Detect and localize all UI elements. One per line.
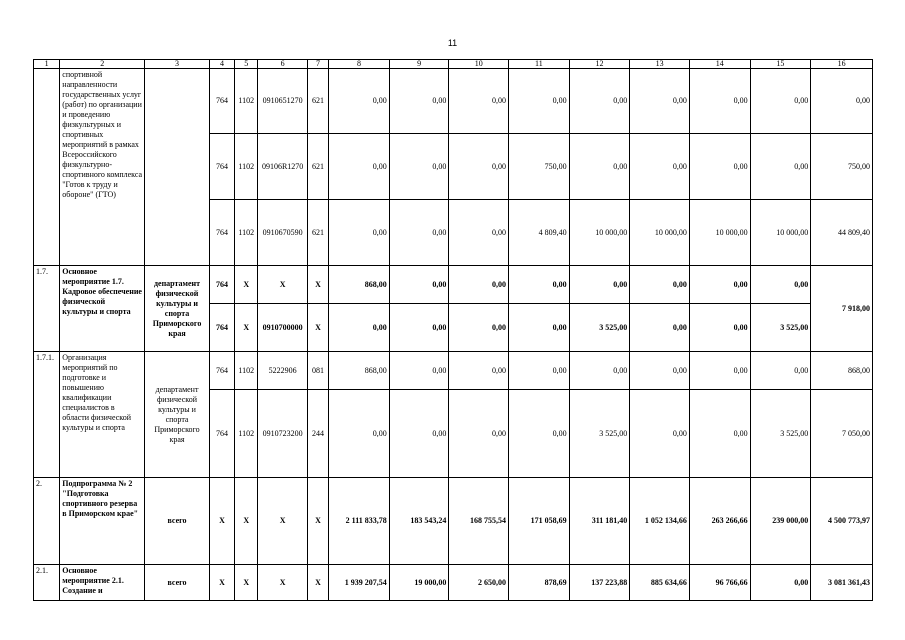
row-index: 2. bbox=[34, 478, 60, 565]
cell-value: 0,00 bbox=[449, 69, 509, 134]
cell-value: 239 000,00 bbox=[750, 478, 811, 565]
cell-value: 0,00 bbox=[569, 266, 630, 304]
cell-total: 7 918,00 bbox=[811, 266, 873, 352]
cell-value: 0,00 bbox=[389, 200, 449, 266]
cell-total: 44 809,40 bbox=[811, 200, 873, 266]
cell-rzpr: 1102 bbox=[235, 134, 258, 200]
col-header: 10 bbox=[449, 60, 509, 69]
col-header: 14 bbox=[689, 60, 750, 69]
executor bbox=[145, 69, 210, 266]
col-header: 2 bbox=[60, 60, 145, 69]
cell-value: 0,00 bbox=[389, 134, 449, 200]
cell-grbs: 764 bbox=[209, 304, 234, 352]
cell-grbs: X bbox=[209, 478, 234, 565]
cell-value: 1 939 207,54 bbox=[329, 565, 390, 601]
cell-value: 0,00 bbox=[509, 69, 570, 134]
cell-vr: X bbox=[307, 266, 328, 304]
col-header: 6 bbox=[258, 60, 308, 69]
cell-value: 0,00 bbox=[630, 266, 690, 304]
cell-value: 4 809,40 bbox=[509, 200, 570, 266]
cell-rzpr: 1102 bbox=[235, 69, 258, 134]
cell-value: 168 755,54 bbox=[449, 478, 509, 565]
cell-value: 96 766,66 bbox=[689, 565, 750, 601]
cell-value: 10 000,00 bbox=[689, 200, 750, 266]
page-number: 11 bbox=[447, 38, 458, 48]
executor: департамент физической культуры и спорта Приморского края bbox=[145, 266, 210, 352]
cell-vr: X bbox=[307, 478, 328, 565]
table-row bbox=[34, 266, 873, 304]
cell-value: 868,00 bbox=[329, 352, 390, 390]
cell-value: 0,00 bbox=[689, 266, 750, 304]
cell-grbs: 764 bbox=[209, 390, 234, 478]
row-index: 1.7.1. bbox=[34, 352, 60, 478]
cell-value: 0,00 bbox=[630, 304, 690, 352]
cell-value: 0,00 bbox=[449, 200, 509, 266]
cell-rzpr: 1102 bbox=[235, 390, 258, 478]
cell-csr: 5222906 bbox=[258, 352, 308, 390]
cell-value: 868,00 bbox=[329, 266, 390, 304]
cell-value: 0,00 bbox=[449, 304, 509, 352]
cell-rzpr: 1102 bbox=[235, 352, 258, 390]
cell-grbs: 764 bbox=[209, 69, 234, 134]
executor: всего bbox=[145, 565, 210, 601]
cell-value: 137 223,88 bbox=[569, 565, 630, 601]
cell-value: 0,00 bbox=[630, 390, 690, 478]
cell-value: 0,00 bbox=[689, 304, 750, 352]
cell-value: 0,00 bbox=[750, 134, 811, 200]
cell-value: 0,00 bbox=[630, 352, 690, 390]
col-header: 15 bbox=[750, 60, 811, 69]
cell-value: 0,00 bbox=[329, 390, 390, 478]
cell-value: 885 634,66 bbox=[630, 565, 690, 601]
cell-value: 0,00 bbox=[449, 352, 509, 390]
cell-value: 0,00 bbox=[389, 352, 449, 390]
cell-total: 868,00 bbox=[811, 352, 873, 390]
cell-value: 0,00 bbox=[329, 200, 390, 266]
cell-value: 0,00 bbox=[509, 304, 570, 352]
cell-total: 0,00 bbox=[811, 69, 873, 134]
cell-csr: 09106R1270 bbox=[258, 134, 308, 200]
cell-grbs: X bbox=[209, 565, 234, 601]
cell-value: 183 543,24 bbox=[389, 478, 449, 565]
cell-csr: 0910651270 bbox=[258, 69, 308, 134]
cell-vr: 621 bbox=[307, 134, 328, 200]
col-header: 12 bbox=[569, 60, 630, 69]
col-header: 3 bbox=[145, 60, 210, 69]
cell-value: 0,00 bbox=[569, 69, 630, 134]
cell-grbs: 764 bbox=[209, 352, 234, 390]
cell-rzpr: X bbox=[235, 565, 258, 601]
cell-value: 0,00 bbox=[689, 69, 750, 134]
row-index: 2.1. bbox=[34, 565, 60, 601]
cell-value: 10 000,00 bbox=[569, 200, 630, 266]
cell-csr: 0910670590 bbox=[258, 200, 308, 266]
cell-value: 171 058,69 bbox=[509, 478, 570, 565]
cell-value: 0,00 bbox=[750, 565, 811, 601]
col-header: 16 bbox=[811, 60, 873, 69]
cell-value: 0,00 bbox=[509, 266, 570, 304]
col-header: 4 bbox=[209, 60, 234, 69]
activity-name: Основное мероприятие 2.1. Создание и bbox=[60, 565, 145, 601]
activity-name: спортивной направленности государственных услуг (работ) по организации и проведению физкультурных и спортивных мероприятий в рамках Всероссийского физкультурно-спортивного комплекса "Готов к труду и обороне" (ГТО) bbox=[60, 69, 145, 266]
cell-rzpr: 1102 bbox=[235, 200, 258, 266]
cell-value: 2 650,00 bbox=[449, 565, 509, 601]
cell-value: 19 000,00 bbox=[389, 565, 449, 601]
executor: всего bbox=[145, 478, 210, 565]
cell-value: 3 525,00 bbox=[750, 390, 811, 478]
cell-total: 3 081 361,43 bbox=[811, 565, 873, 601]
cell-value: 0,00 bbox=[329, 69, 390, 134]
cell-csr: X bbox=[258, 266, 308, 304]
cell-rzpr: X bbox=[235, 304, 258, 352]
cell-value: 3 525,00 bbox=[569, 304, 630, 352]
cell-value: 0,00 bbox=[689, 134, 750, 200]
cell-value: 0,00 bbox=[750, 266, 811, 304]
cell-value: 0,00 bbox=[389, 266, 449, 304]
cell-grbs: 764 bbox=[209, 200, 234, 266]
table-row bbox=[34, 478, 873, 565]
cell-csr: X bbox=[258, 478, 308, 565]
cell-value: 10 000,00 bbox=[750, 200, 811, 266]
row-index bbox=[34, 69, 60, 266]
cell-total: 7 050,00 bbox=[811, 390, 873, 478]
col-header: 13 bbox=[630, 60, 690, 69]
col-header: 1 bbox=[34, 60, 60, 69]
activity-name: Основное мероприятие 1.7. Кадровое обеспечение физической культуры и спорта bbox=[60, 266, 145, 352]
cell-value: 0,00 bbox=[509, 352, 570, 390]
cell-value: 0,00 bbox=[389, 390, 449, 478]
cell-value: 1 052 134,66 bbox=[630, 478, 690, 565]
table-row bbox=[34, 69, 873, 134]
cell-vr: 081 bbox=[307, 352, 328, 390]
col-header: 7 bbox=[307, 60, 328, 69]
cell-value: 0,00 bbox=[509, 390, 570, 478]
cell-value: 311 181,40 bbox=[569, 478, 630, 565]
cell-value: 0,00 bbox=[750, 69, 811, 134]
cell-value: 3 525,00 bbox=[750, 304, 811, 352]
cell-csr: 0910700000 bbox=[258, 304, 308, 352]
column-header-row bbox=[34, 60, 873, 69]
activity-name: Подпрограмма № 2 "Подготовка спортивного резерва в Приморском крае" bbox=[60, 478, 145, 565]
cell-value: 0,00 bbox=[449, 134, 509, 200]
cell-value: 0,00 bbox=[750, 352, 811, 390]
cell-grbs: 764 bbox=[209, 134, 234, 200]
col-header: 8 bbox=[329, 60, 390, 69]
cell-value: 0,00 bbox=[389, 69, 449, 134]
executor: департамент физической культуры и спорта Приморского края bbox=[145, 352, 210, 478]
cell-grbs: 764 bbox=[209, 266, 234, 304]
cell-vr: 621 bbox=[307, 69, 328, 134]
cell-value: 0,00 bbox=[449, 390, 509, 478]
cell-total: 750,00 bbox=[811, 134, 873, 200]
cell-value: 2 111 833,78 bbox=[329, 478, 390, 565]
table-row bbox=[34, 352, 873, 390]
table-row bbox=[34, 565, 873, 601]
col-header: 5 bbox=[235, 60, 258, 69]
cell-vr: 621 bbox=[307, 200, 328, 266]
cell-value: 0,00 bbox=[630, 69, 690, 134]
cell-rzpr: X bbox=[235, 478, 258, 565]
cell-value: 3 525,00 bbox=[569, 390, 630, 478]
cell-vr: X bbox=[307, 565, 328, 601]
cell-total: 4 500 773,97 bbox=[811, 478, 873, 565]
cell-value: 0,00 bbox=[689, 352, 750, 390]
cell-value: 0,00 bbox=[630, 134, 690, 200]
cell-value: 263 266,66 bbox=[689, 478, 750, 565]
cell-value: 0,00 bbox=[689, 390, 750, 478]
cell-value: 0,00 bbox=[569, 134, 630, 200]
cell-value: 0,00 bbox=[389, 304, 449, 352]
cell-value: 0,00 bbox=[329, 304, 390, 352]
cell-csr: 0910723200 bbox=[258, 390, 308, 478]
cell-vr: X bbox=[307, 304, 328, 352]
cell-rzpr: X bbox=[235, 266, 258, 304]
col-header: 11 bbox=[509, 60, 570, 69]
cell-value: 10 000,00 bbox=[630, 200, 690, 266]
cell-value: 0,00 bbox=[569, 352, 630, 390]
cell-value: 0,00 bbox=[449, 266, 509, 304]
cell-value: 750,00 bbox=[509, 134, 570, 200]
budget-table bbox=[33, 59, 873, 601]
cell-value: 878,69 bbox=[509, 565, 570, 601]
cell-value: 0,00 bbox=[329, 134, 390, 200]
cell-vr: 244 bbox=[307, 390, 328, 478]
col-header: 9 bbox=[389, 60, 449, 69]
activity-name: Организация мероприятий по подготовке и повышению квалификации специалистов в области физической культуры и спорта bbox=[60, 352, 145, 478]
row-index: 1.7. bbox=[34, 266, 60, 352]
cell-csr: X bbox=[258, 565, 308, 601]
